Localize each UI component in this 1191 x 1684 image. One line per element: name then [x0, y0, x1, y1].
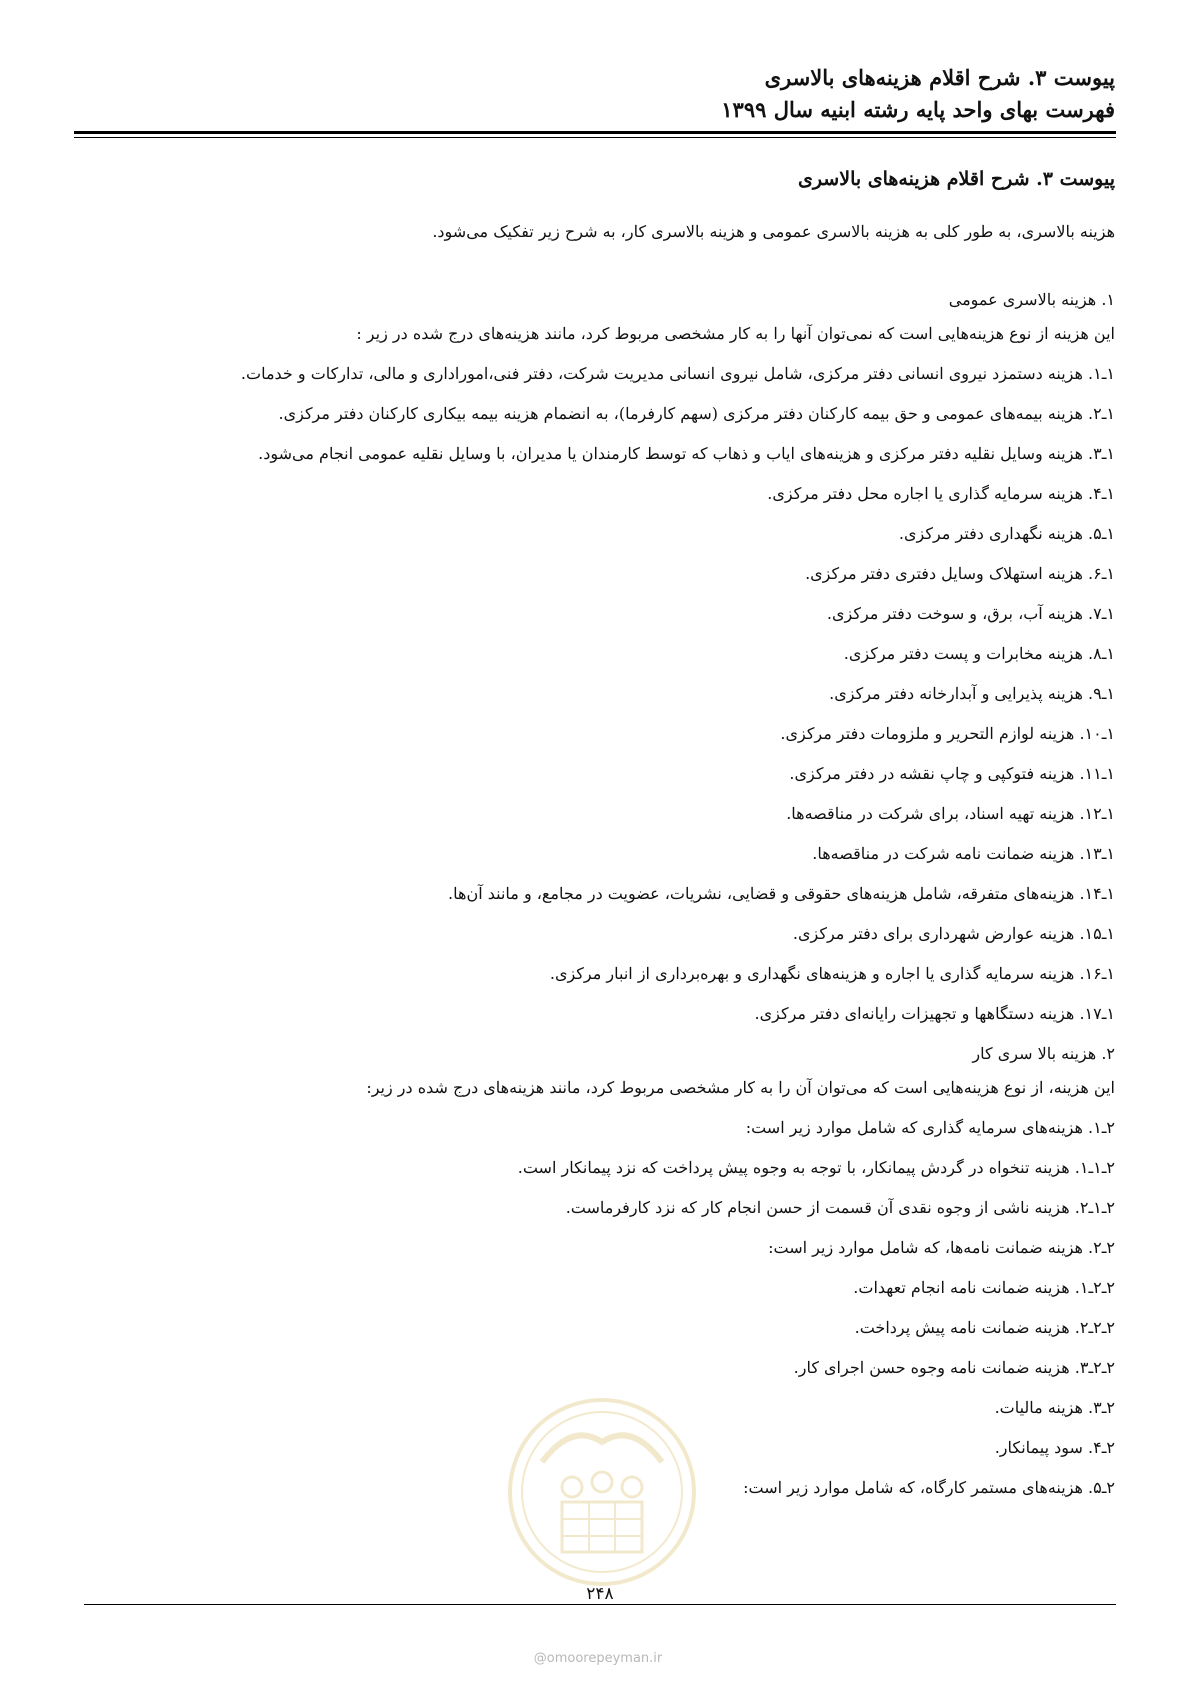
running-header	[75, 62, 1115, 126]
page-content	[75, 165, 1115, 1515]
omoore-peyman-logo-seal-icon	[502, 1392, 702, 1592]
list-item: ۱ـ۷. هزینه آب، برق، و سوخت دفتر مرکزی.	[826, 604, 1115, 623]
item-list	[75, 287, 1115, 1501]
list-item: ۱ـ۱۴. هزینه‌های متفرقه، شامل هزینه‌های حقوقی و قضایی، نشریات، عضویت در مجامع، و مانند آن‌ها.	[448, 884, 1115, 903]
list-item: ۲ـ۲ـ۳. هزینه ضمانت نامه وجوه حسن اجرای کار.	[793, 1358, 1115, 1377]
list-item: ۱ـ۵. هزینه نگهداری دفتر مرکزی.	[898, 524, 1115, 543]
list-item: ۱ـ۸. هزینه مخابرات و پست دفتر مرکزی.	[843, 644, 1115, 663]
list-item: ۲ـ۱ـ۱. هزینه تنخواه در گردش پیمانکار، با توجه به وجوه پیش پرداخت که نزد پیمانکار است.	[517, 1158, 1115, 1177]
list-item: ۱ـ۱. هزینه دستمزد نیروی انسانی دفتر مرکزی، شامل نیروی انسانی مدیریت شرکت، دفتر فنی،اموراداری و مالی، تدارکات و خدمات.	[240, 364, 1115, 383]
list-item: ۲ـ۱. هزینه‌های سرمایه گذاری که شامل موارد زیر است:	[745, 1118, 1115, 1137]
list-item: ۲ـ۲ـ۲. هزینه ضمانت نامه پیش پرداخت.	[854, 1318, 1115, 1337]
list-item: ۱ـ۹. هزینه پذیرایی و آبدارخانه دفتر مرکزی.	[829, 684, 1115, 703]
list-item: ۲ـ۳. هزینه مالیات.	[994, 1398, 1115, 1417]
list-item: ۱ـ۳. هزینه وسایل نقلیه دفتر مرکزی و هزینه‌های ایاب و ذهاب که توسط کارمندان یا مدیران، با وسایل نقلیه عمومی انجام می‌شود.	[258, 444, 1115, 463]
list-item: ۲. هزینه بالا سری کار	[972, 1044, 1115, 1063]
list-item: ۱ـ۱۶. هزینه سرمایه گذاری یا اجاره و هزینه‌های نگهداری و بهره‌برداری از انبار مرکزی.	[549, 964, 1115, 983]
header-subtitle: فهرست بهای واحد پایه رشته ابنیه سال ۱۳۹۹	[721, 97, 1115, 122]
intro-paragraph: هزینه بالاسری، به طور کلی به هزینه بالاسری عمومی و هزینه بالاسری کار، به شرح زیر تفکیک می‌شود.	[432, 222, 1115, 241]
header-rule-thin	[74, 137, 1116, 138]
page-number: ۲۴۸	[586, 1584, 614, 1604]
list-item: ۲ـ۲ـ۱. هزینه ضمانت نامه انجام تعهدات.	[853, 1278, 1115, 1297]
list-item: ۲ـ۴. سود پیمانکار.	[994, 1438, 1115, 1457]
list-item: ۱ـ۶. هزینه استهلاک وسایل دفتری دفتر مرکزی.	[805, 564, 1115, 583]
list-item: این هزینه، از نوع هزینه‌هایی است که می‌توان آن را به کار مشخصی مربوط کرد، مانند هزینه‌های درج شده در زیر:	[366, 1078, 1115, 1097]
list-item: ۱ـ۱۵. هزینه عوارض شهرداری برای دفتر مرکزی.	[792, 924, 1115, 943]
section-title: پیوست ۳. شرح اقلام هزینه‌های بالاسری	[797, 168, 1115, 190]
list-item: ۲ـ۱ـ۲. هزینه ناشی از وجوه نقدی آن قسمت از حسن انجام کار که نزد کارفرماست.	[565, 1198, 1115, 1217]
list-item: ۱ـ۱۱. هزینه فتوکپی و چاپ نقشه در دفتر مرکزی.	[789, 764, 1115, 783]
list-item: ۱ـ۱۰. هزینه لوازم التحریر و ملزومات دفتر مرکزی.	[780, 724, 1115, 743]
list-item: ۱ـ۴. هزینه سرمایه گذاری یا اجاره محل دفتر مرکزی.	[767, 484, 1115, 503]
header-title: پیوست ۳. شرح اقلام هزینه‌های بالاسری	[764, 65, 1115, 90]
list-item: ۱. هزینه بالاسری عمومی	[948, 290, 1115, 309]
list-item: ۱ـ۱۲. هزینه تهیه اسناد، برای شرکت در مناقصه‌ها.	[786, 804, 1115, 823]
list-item: ۲ـ۵. هزینه‌های مستمر کارگاه، که شامل موارد زیر است:	[743, 1478, 1115, 1497]
list-item: ۱ـ۱۳. هزینه ضمانت نامه شرکت در مناقصه‌ها.	[812, 844, 1115, 863]
footer-rule	[84, 1604, 1116, 1605]
list-item: ۱ـ۱۷. هزینه دستگاهها و تجهیزات رایانه‌ای دفتر مرکزی.	[754, 1004, 1115, 1023]
list-item: این هزینه از نوع هزینه‌هایی است که نمی‌توان آنها را به کار مشخصی مربوط کرد، مانند هزینه‌های درج شده در زیر :	[356, 324, 1115, 343]
header-rule-thick	[74, 131, 1116, 134]
list-item: ۱ـ۲. هزینه بیمه‌های عمومی و حق بیمه کارکنان دفتر مرکزی (سهم کارفرما)، به انضمام هزینه بیمه بیکاری کارکنان دفتر مرکزی.	[278, 404, 1115, 423]
site-watermark-text: @omoorepeyman.ir	[533, 1651, 663, 1666]
list-item: ۲ـ۲. هزینه ضمانت نامه‌ها، که شامل موارد زیر است:	[768, 1238, 1115, 1257]
